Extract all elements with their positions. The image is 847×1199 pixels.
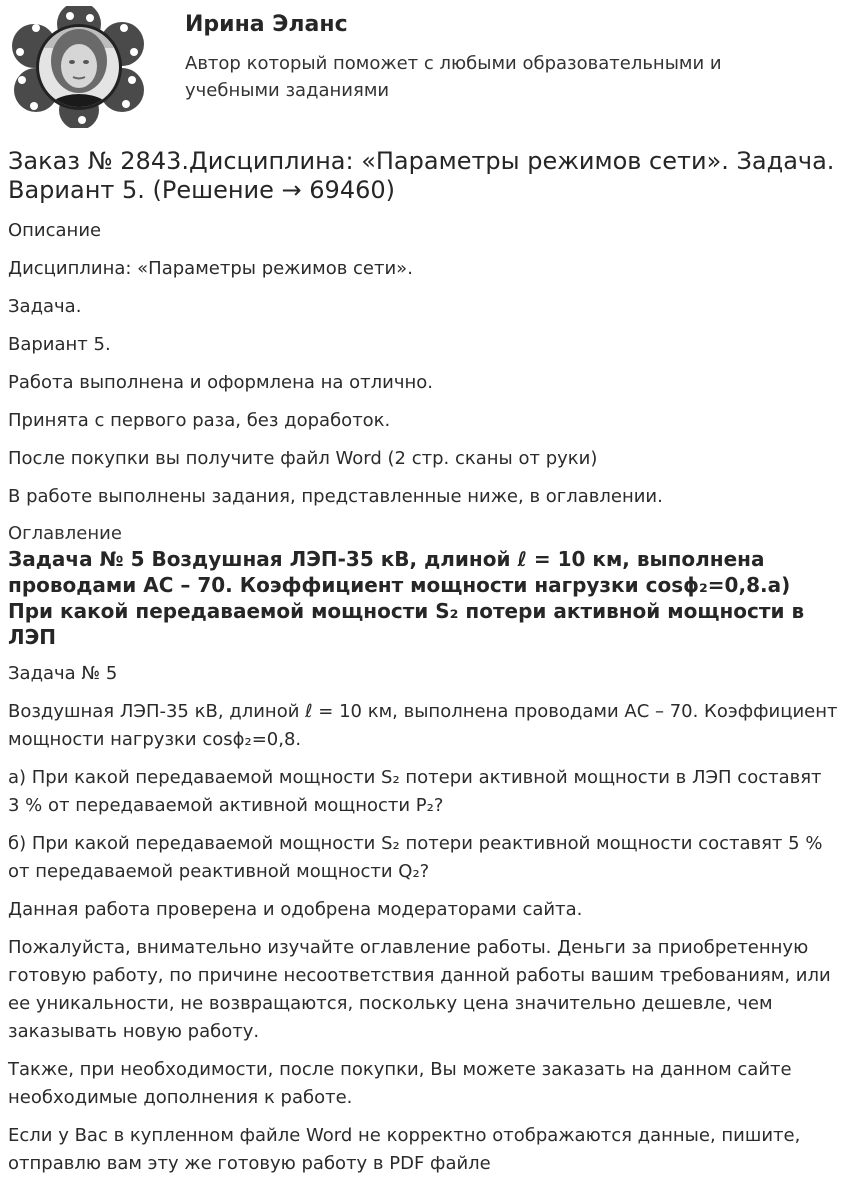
- task-paragraph: Пожалуйста, внимательно изучайте оглавление работы. Деньги за приобретенную готовую работу, по причине несоответствия данной работы вашим требованиям, или ее уникальности, не возвращаются, поскольку цена значительно дешевле, чем заказывать новую работу.: [8, 937, 831, 1042]
- author-header: [0, 0, 847, 135]
- description-paragraph: Вариант 5.: [8, 334, 111, 355]
- task-body: [8, 660, 838, 1178]
- description-paragraph: Принята с первого раза, без доработок.: [8, 410, 391, 431]
- avatar-flower-frame-icon: [6, 6, 152, 128]
- author-name[interactable]: Ирина Эланс: [185, 12, 348, 37]
- toc-section: [8, 521, 838, 650]
- toc-label: Оглавление: [8, 523, 122, 544]
- author-description: Автор который поможет с любыми образовательными и учебными заданиями: [185, 53, 722, 101]
- description-section: [8, 217, 838, 511]
- task-paragraph: Данная работа проверена и одобрена модераторами сайта.: [8, 899, 583, 920]
- order-content: [8, 147, 838, 1188]
- description-label: Описание: [8, 220, 102, 241]
- task-paragraph: б) При какой передаваемой мощности S₂ потери реактивной мощности составят 5 % от передаваемой реактивной мощности Q₂?: [8, 833, 823, 882]
- description-paragraph: После покупки вы получите файл Word (2 стр. сканы от руки): [8, 448, 598, 469]
- task-paragraph: Воздушная ЛЭП-35 кВ, длиной ℓ = 10 км, выполнена проводами АС – 70. Коэффициент мощности нагрузки cosϕ₂=0,8.: [8, 701, 838, 750]
- order-title: Заказ № 2843.Дисциплина: «Параметры режимов сети». Задача. Вариант 5. (Решение → 69460): [8, 147, 835, 204]
- task-paragraph: а) При какой передаваемой мощности S₂ потери активной мощности в ЛЭП составят 3 % от передаваемой активной мощности P₂?: [8, 767, 822, 816]
- description-paragraph: Дисциплина: «Параметры режимов сети».: [8, 258, 413, 279]
- description-paragraph: Работа выполнена и оформлена на отлично.: [8, 372, 434, 393]
- description-paragraph: Задача.: [8, 296, 82, 317]
- toc-heading: Задача № 5 Воздушная ЛЭП-35 кВ, длиной ℓ = 10 км, выполнена проводами АС – 70. Коэффициент мощности нагрузки cosϕ₂=0,8.а) При какой передаваемой мощности S₂ потери активной мощности в ЛЭП: [8, 547, 805, 649]
- description-paragraph: В работе выполнены задания, представленные ниже, в оглавлении.: [8, 486, 663, 507]
- task-paragraph: Задача № 5: [8, 663, 118, 684]
- author-avatar[interactable]: [6, 6, 152, 128]
- task-paragraph: Если у Вас в купленном файле Word не корректно отображаются данные, пишите, отправлю вам эту же готовую работу в PDF файле: [8, 1125, 801, 1174]
- task-paragraph: Также, при необходимости, после покупки, Вы можете заказать на данном сайте необходимые дополнения к работе.: [8, 1059, 792, 1108]
